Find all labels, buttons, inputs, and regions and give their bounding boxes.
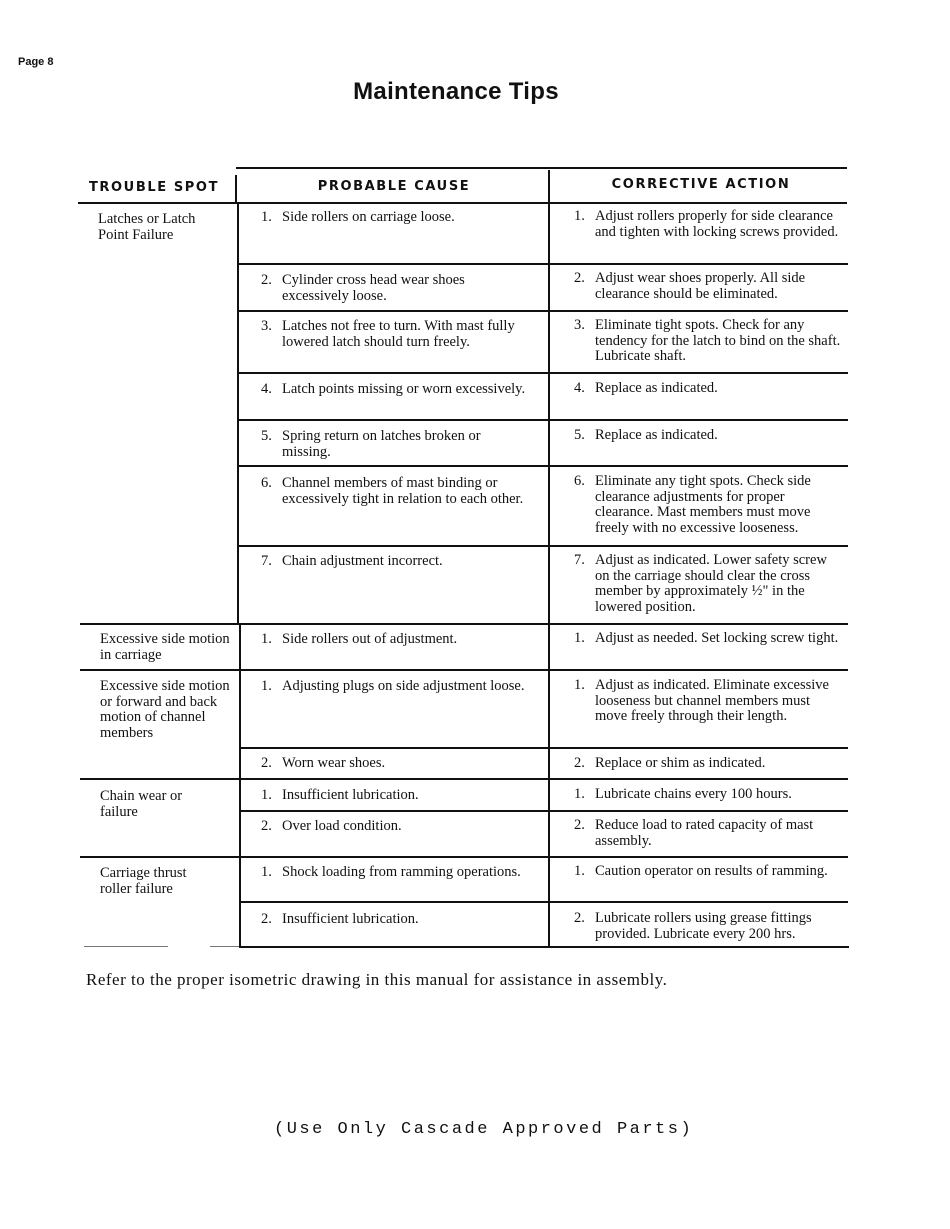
cause-cell bbox=[261, 210, 529, 226]
row-rule bbox=[237, 545, 848, 547]
action-cell bbox=[574, 818, 842, 849]
group-rule-2 bbox=[80, 669, 848, 671]
item-number: 1. bbox=[574, 630, 585, 646]
cause-text: Insufficient lubrication. bbox=[282, 787, 419, 803]
action-cell bbox=[574, 911, 842, 942]
item-number: 5. bbox=[574, 427, 585, 443]
item-number: 2. bbox=[574, 910, 585, 926]
cause-text: Spring return on latches broken or missing. bbox=[282, 428, 481, 460]
item-number: 1. bbox=[574, 208, 585, 224]
action-cell bbox=[574, 678, 842, 725]
col-divider-1-b bbox=[239, 623, 241, 947]
item-number: 1. bbox=[574, 786, 585, 802]
item-number: 2. bbox=[574, 270, 585, 286]
action-text: Replace or shim as indicated. bbox=[595, 755, 766, 771]
item-number: 6. bbox=[261, 475, 272, 491]
item-number: 2. bbox=[574, 755, 585, 771]
cause-text: Over load condition. bbox=[282, 818, 402, 834]
group-rule-4 bbox=[80, 856, 848, 858]
cause-text: Latch points missing or worn excessively. bbox=[282, 381, 526, 397]
cause-cell bbox=[261, 429, 529, 460]
row-rule bbox=[239, 901, 848, 903]
header-bottom-rule bbox=[78, 202, 847, 204]
trouble-spot-cell: Latches or Latch Point Failure bbox=[98, 211, 196, 243]
item-number: 1. bbox=[261, 678, 272, 694]
trouble-spot-cell: Carriage thrust roller failure bbox=[100, 865, 187, 897]
row-rule bbox=[237, 372, 848, 374]
header-corrective-action: CORRECTIVE ACTION bbox=[611, 177, 791, 192]
item-number: 4. bbox=[574, 380, 585, 396]
action-text: Adjust as needed. Set locking screw tight. bbox=[595, 630, 839, 646]
cause-cell bbox=[261, 632, 529, 648]
cause-cell bbox=[261, 865, 529, 881]
bottom-left-rule bbox=[84, 946, 168, 947]
item-number: 1. bbox=[261, 787, 272, 803]
group-rule-1 bbox=[80, 623, 848, 625]
action-cell bbox=[574, 864, 842, 880]
item-number: 2. bbox=[261, 818, 272, 834]
cause-cell bbox=[261, 912, 529, 928]
cause-text: Shock loading from ramming operations. bbox=[282, 864, 521, 880]
item-number: 1. bbox=[261, 209, 272, 225]
trouble-spot-cell: Excessive side motion or forward and back motion of channel members bbox=[100, 678, 230, 741]
item-number: 2. bbox=[574, 817, 585, 833]
cause-cell bbox=[261, 382, 529, 398]
item-number: 1. bbox=[574, 677, 585, 693]
action-text: Caution operator on results of ramming. bbox=[595, 863, 828, 879]
action-cell bbox=[574, 631, 842, 647]
table-bottom-rule bbox=[239, 946, 849, 948]
action-cell bbox=[574, 756, 842, 772]
row-rule bbox=[239, 810, 848, 812]
cause-text: Chain adjustment incorrect. bbox=[282, 553, 443, 569]
header-trouble-spot: TROUBLE SPOT bbox=[88, 180, 220, 195]
assembly-note: Refer to the proper isometric drawing in this manual for assistance in assembly. bbox=[86, 970, 668, 989]
cause-cell bbox=[261, 756, 529, 772]
item-number: 3. bbox=[574, 317, 585, 333]
item-number: 2. bbox=[261, 755, 272, 771]
cause-cell bbox=[261, 819, 529, 835]
cause-cell bbox=[261, 788, 529, 804]
trouble-spot-cell: Chain wear or failure bbox=[100, 788, 183, 820]
action-text: Replace as indicated. bbox=[595, 380, 718, 396]
row-rule bbox=[237, 263, 848, 265]
action-text: Adjust rollers properly for side clearance and tighten with locking screws provided. bbox=[595, 208, 839, 240]
cause-text: Worn wear shoes. bbox=[282, 755, 386, 771]
item-number: 2. bbox=[261, 911, 272, 927]
cause-text: Latches not free to turn. With mast fully lowered latch should turn freely. bbox=[282, 318, 515, 350]
item-number: 1. bbox=[574, 863, 585, 879]
cause-cell bbox=[261, 679, 529, 695]
action-cell bbox=[574, 553, 842, 615]
action-cell bbox=[574, 318, 842, 365]
action-text: Eliminate tight spots. Check for any tendency for the latch to bind on the shaft. Lubricate shaft. bbox=[595, 317, 841, 364]
item-number: 1. bbox=[261, 631, 272, 647]
item-number: 7. bbox=[261, 553, 272, 569]
cause-cell bbox=[261, 273, 529, 304]
action-cell bbox=[574, 474, 842, 536]
cause-text: Side rollers on carriage loose. bbox=[282, 209, 455, 225]
action-text: Lubricate chains every 100 hours. bbox=[595, 786, 792, 802]
cause-cell bbox=[261, 476, 529, 507]
action-text: Adjust wear shoes properly. All side clearance should be eliminated. bbox=[595, 270, 806, 302]
group-rule-3 bbox=[80, 778, 848, 780]
trouble-spot-cell: Excessive side motion in carriage bbox=[100, 631, 230, 663]
item-number: 1. bbox=[261, 864, 272, 880]
action-text: Reduce load to rated capacity of mast assembly. bbox=[595, 817, 814, 849]
cause-text: Side rollers out of adjustment. bbox=[282, 631, 458, 647]
action-text: Replace as indicated. bbox=[595, 427, 718, 443]
action-text: Adjust as indicated. Eliminate excessive looseness but channel members must move freely through their length. bbox=[595, 677, 829, 724]
bottom-left-rule bbox=[210, 946, 239, 947]
col-divider-2 bbox=[548, 170, 550, 946]
row-rule bbox=[237, 310, 848, 312]
item-number: 3. bbox=[261, 318, 272, 334]
action-cell bbox=[574, 428, 842, 444]
action-text: Adjust as indicated. Lower safety screw on the carriage should clear the cross member by approximately ½" in the lowered position. bbox=[595, 552, 827, 615]
table-top-rule bbox=[236, 167, 847, 169]
cause-text: Cylinder cross head wear shoes excessively loose. bbox=[282, 272, 465, 304]
approved-parts-note: (Use Only Cascade Approved Parts) bbox=[274, 1120, 694, 1139]
action-text: Eliminate any tight spots. Check side clearance adjustments for proper clearance. Mast members must move freely with no excessive looseness. bbox=[595, 473, 811, 536]
item-number: 2. bbox=[261, 272, 272, 288]
cause-cell bbox=[261, 319, 529, 350]
item-number: 7. bbox=[574, 552, 585, 568]
col-divider-1-a bbox=[237, 203, 239, 623]
row-rule bbox=[237, 465, 848, 467]
item-number: 4. bbox=[261, 381, 272, 397]
cause-text: Insufficient lubrication. bbox=[282, 911, 419, 927]
row-rule bbox=[239, 747, 848, 749]
header-probable-cause: PROBABLE CAUSE bbox=[317, 179, 471, 194]
row-rule bbox=[237, 419, 848, 421]
item-number: 6. bbox=[574, 473, 585, 489]
cause-cell bbox=[261, 554, 529, 570]
cause-text: Channel members of mast binding or excessively tight in relation to each other. bbox=[282, 475, 524, 507]
page-title: Maintenance Tips bbox=[353, 78, 559, 105]
action-cell bbox=[574, 271, 842, 302]
action-cell bbox=[574, 381, 842, 397]
action-cell bbox=[574, 209, 842, 240]
action-text: Lubricate rollers using grease fittings provided. Lubricate every 200 hrs. bbox=[595, 910, 812, 942]
page-number: Page 8 bbox=[18, 56, 54, 68]
item-number: 5. bbox=[261, 428, 272, 444]
action-cell bbox=[574, 787, 842, 803]
col-divider-1-header bbox=[235, 175, 237, 203]
cause-text: Adjusting plugs on side adjustment loose. bbox=[282, 678, 525, 694]
